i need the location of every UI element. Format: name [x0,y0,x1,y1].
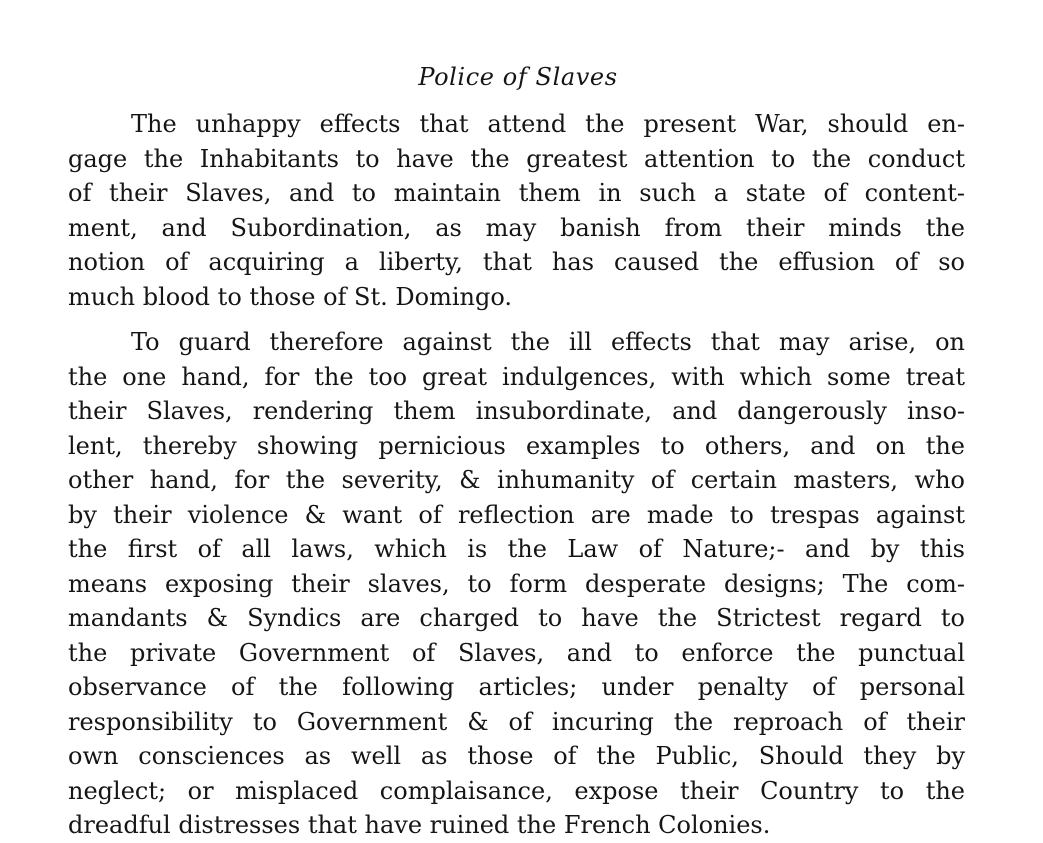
text-line: other hand, for the severity, & inhumanity of certain masters, who [68,466,965,494]
text-line: own consciences as well as those of the Public, Should they by [68,742,965,770]
text-line: To guard therefore against the ill effects that may arise, on [131,328,965,356]
paragraph-1 [68,107,965,314]
text-line: the private Government of Slaves, and to enforce the punctual [68,638,965,667]
text-line: of their Slaves, and to maintain them in such a state of content- [68,179,965,207]
text-line: observance of the following articles; under penalty of personal [68,673,965,701]
text-line: ment, and Subordination, as may banish from their minds the [68,213,965,242]
text-line: mandants & Syndics are charged to have the Strictest regard to [68,604,965,632]
text-line: responsibility to Government & of incuring the reproach of their [68,707,965,736]
text-line: the one hand, for the too great indulgences, with which some treat [68,362,965,391]
text-line: their Slaves, rendering them insubordinate, and dangerously inso- [68,397,965,425]
text-line: by their violence & want of reflection are made to trespas against [68,500,965,529]
text-line: The unhappy effects that attend the present War, should en- [131,110,965,138]
document-title: Police of Slaves [418,63,618,91]
paragraph-2 [68,325,965,843]
text-line: the first of all laws, which is the Law of Nature;- and by this [68,535,965,563]
text-line: neglect; or misplaced complaisance, expose their Country to the [68,776,965,805]
text-line: much blood to those of St. Domingo. [68,282,512,311]
text-line: lent, thereby showing pernicious examples to others, and on the [68,431,965,460]
text-line: means exposing their slaves, to form desperate designs; The com- [68,569,965,598]
text-line: gage the Inhabitants to have the greatest attention to the conduct [68,144,965,173]
text-line: notion of acquiring a liberty, that has caused the effusion of so [68,248,965,276]
text-line: dreadful distresses that have ruined the French Colonies. [68,811,771,839]
